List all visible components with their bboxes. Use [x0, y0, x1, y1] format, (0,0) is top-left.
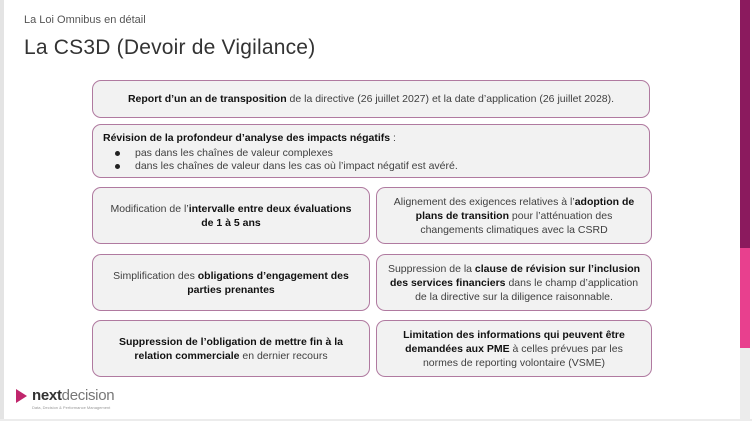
- info-box-financial-services: [376, 254, 652, 311]
- info-box-commercial-relationship: [92, 320, 370, 377]
- box-text-regular: pour l’atténuation des changements climatiques avec la CSRD: [420, 209, 613, 236]
- box-text-bold: Suppression de l’obligation de mettre fin à la relation commerciale: [118, 335, 344, 362]
- box-text: [128, 92, 614, 106]
- box-text-regular: Simplification des: [113, 269, 198, 282]
- box-text-bold: adoption de plans de transition: [415, 195, 635, 222]
- box-text-bold: obligations d’engagement des parties prenantes: [187, 269, 349, 296]
- section-kicker: La Loi Omnibus en détail: [24, 14, 146, 26]
- box-text-regular: à celles prévues par les normes de reporting volontaire (VSME): [422, 342, 623, 369]
- logo-tagline: Data, Decision & Performance Management: [32, 405, 111, 410]
- box-text: [103, 202, 359, 230]
- accent-bar-pink: [740, 248, 750, 348]
- accent-bar: [740, 0, 750, 421]
- box-text: [103, 269, 359, 297]
- box-text-bold: Limitation des informations qui peuvent être demandées aux PME: [403, 328, 625, 355]
- info-box-transposition: [92, 80, 650, 118]
- box-text-regular: Alignement des exigences relatives à l’: [393, 195, 575, 208]
- bullet-item: pas dans les chaînes de valeur complexes: [135, 147, 639, 160]
- info-box-evaluation-interval: [92, 187, 370, 244]
- logo-wordmark: [32, 389, 114, 403]
- box-text-bold: Report d’un an de transposition: [127, 93, 287, 105]
- logo-word-light: decision: [61, 387, 115, 404]
- box-text-regular: de la directive (26 juillet 2027) et la date d’application (26 juillet 2028).: [286, 93, 615, 105]
- info-box-stakeholder-engagement: [92, 254, 370, 311]
- box-heading-bold: Révision de la profondeur d’analyse des impacts négatifs: [103, 132, 391, 144]
- box-text-regular: Suppression de la: [387, 262, 475, 275]
- accent-bar-dark: [740, 0, 750, 248]
- bullet-item: dans les chaînes de valeur dans les cas où l’impact négatif est avéré.: [135, 160, 639, 173]
- box-text-regular: dans le champ d’application de la directive sur la diligence raisonnable.: [415, 276, 639, 303]
- box-heading: [103, 131, 639, 145]
- box-text-bold: intervalle entre deux évaluations de 1 à 5 ans: [188, 202, 352, 229]
- page-title: La CS3D (Devoir de Vigilance): [24, 36, 316, 59]
- company-logo: [16, 387, 115, 410]
- box-text-bold: clause de révision sur l’inclusion des services financiers: [389, 262, 641, 289]
- box-text-regular: en dernier recours: [239, 349, 328, 362]
- info-box-impact-analysis: [92, 124, 650, 178]
- box-text-regular: Modification de l’: [110, 202, 189, 215]
- box-text: [387, 195, 641, 237]
- slide-left-edge: [0, 0, 4, 421]
- box-text: [103, 335, 359, 363]
- box-text: [387, 262, 641, 304]
- box-text: [387, 328, 641, 370]
- play-triangle-icon: [16, 389, 27, 403]
- bullet-list: [103, 147, 639, 173]
- logo-word-bold: next: [32, 387, 62, 404]
- info-box-transition-plans: [376, 187, 652, 244]
- info-box-sme-information: [376, 320, 652, 377]
- box-heading-rest: :: [390, 132, 396, 144]
